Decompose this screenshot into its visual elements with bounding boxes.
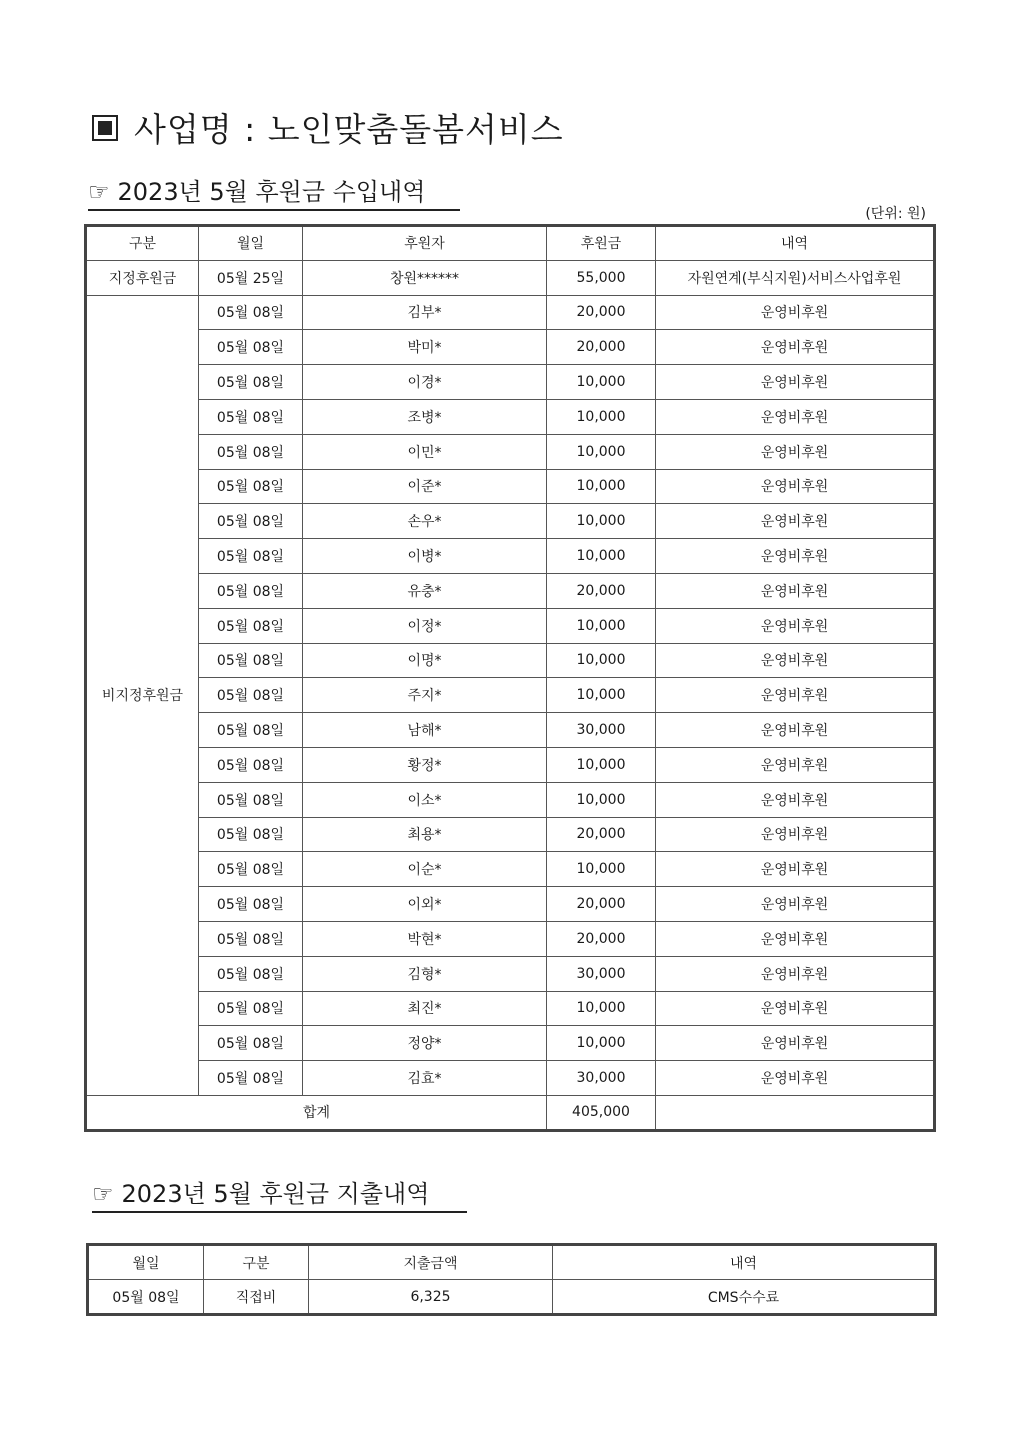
square-bullet-icon xyxy=(92,115,118,141)
total-label: 합계 xyxy=(86,1095,547,1130)
date-cell: 05월 08일 xyxy=(199,817,303,852)
date-cell: 05월 25일 xyxy=(199,260,303,295)
table-row xyxy=(86,956,935,991)
detail-cell: 운영비후원 xyxy=(656,608,935,643)
amount-cell: 20,000 xyxy=(547,887,656,922)
table-row xyxy=(86,504,935,539)
expense-table xyxy=(86,1243,937,1316)
detail-cell: 운영비후원 xyxy=(656,469,935,504)
donor-cell: 조병* xyxy=(303,399,547,434)
donor-cell: 남해* xyxy=(303,713,547,748)
col-header-category: 구분 xyxy=(204,1245,309,1280)
table-row xyxy=(86,330,935,365)
amount-cell: 10,000 xyxy=(547,608,656,643)
detail-cell: 운영비후원 xyxy=(656,399,935,434)
page-title-text: 사업명 : 노인맞춤돌봄서비스 xyxy=(134,110,564,149)
donor-cell: 황정* xyxy=(303,747,547,782)
detail-cell: 운영비후원 xyxy=(656,991,935,1026)
table-row xyxy=(86,747,935,782)
table-row xyxy=(86,852,935,887)
category-cell: 비지정후원금 xyxy=(86,295,199,1095)
date-cell: 05월 08일 xyxy=(199,365,303,400)
date-cell: 05월 08일 xyxy=(199,504,303,539)
date-cell: 05월 08일 xyxy=(199,678,303,713)
pointing-hand-icon: ☞ xyxy=(92,1180,114,1208)
donor-cell: 주지* xyxy=(303,678,547,713)
donor-cell: 최용* xyxy=(303,817,547,852)
amount-cell: 10,000 xyxy=(547,504,656,539)
detail-cell: 자원연계(부식지원)서비스사업후원 xyxy=(656,260,935,295)
detail-cell: 운영비후원 xyxy=(656,539,935,574)
amount-cell: 10,000 xyxy=(547,399,656,434)
table-row xyxy=(86,469,935,504)
amount-cell: 30,000 xyxy=(547,1061,656,1096)
income-header-row xyxy=(86,226,935,261)
page-title xyxy=(92,104,564,151)
table-row xyxy=(86,434,935,469)
date-cell: 05월 08일 xyxy=(199,991,303,1026)
amount-cell: 10,000 xyxy=(547,434,656,469)
income-heading xyxy=(88,172,460,211)
donor-cell: 유충* xyxy=(303,573,547,608)
detail-cell: 운영비후원 xyxy=(656,330,935,365)
amount-cell: 20,000 xyxy=(547,573,656,608)
detail-cell: 운영비후원 xyxy=(656,295,935,330)
date-cell: 05월 08일 xyxy=(199,1061,303,1096)
table-row xyxy=(86,643,935,678)
income-table xyxy=(84,224,936,1132)
expense-heading xyxy=(92,1174,467,1213)
donor-cell: 김형* xyxy=(303,956,547,991)
donor-cell: 정양* xyxy=(303,1026,547,1061)
date-cell: 05월 08일 xyxy=(199,643,303,678)
amount-cell: 10,000 xyxy=(547,782,656,817)
total-row xyxy=(86,1095,935,1130)
table-row xyxy=(86,260,935,295)
amount-cell: 10,000 xyxy=(547,747,656,782)
unit-label: (단위: 원) xyxy=(865,206,926,222)
table-row xyxy=(86,365,935,400)
date-cell: 05월 08일 xyxy=(199,295,303,330)
date-cell: 05월 08일 xyxy=(199,956,303,991)
category-cell: 지정후원금 xyxy=(86,260,199,295)
detail-cell: 운영비후원 xyxy=(656,887,935,922)
table-row xyxy=(86,399,935,434)
donor-cell: 이순* xyxy=(303,852,547,887)
donor-cell: 이소* xyxy=(303,782,547,817)
table-row xyxy=(86,782,935,817)
donor-cell: 김부* xyxy=(303,295,547,330)
col-header-amount: 지출금액 xyxy=(309,1245,553,1280)
table-row xyxy=(88,1280,936,1315)
amount-cell: 10,000 xyxy=(547,469,656,504)
date-cell: 05월 08일 xyxy=(199,1026,303,1061)
amount-cell: 20,000 xyxy=(547,817,656,852)
amount-cell: 10,000 xyxy=(547,852,656,887)
donor-cell: 김효* xyxy=(303,1061,547,1096)
date-cell: 05월 08일 xyxy=(199,469,303,504)
amount-cell: 55,000 xyxy=(547,260,656,295)
amount-cell: 20,000 xyxy=(547,921,656,956)
detail-cell: 운영비후원 xyxy=(656,434,935,469)
pointing-hand-icon: ☞ xyxy=(88,178,110,206)
total-amount: 405,000 xyxy=(547,1095,656,1130)
total-detail xyxy=(656,1095,935,1130)
amount-cell: 30,000 xyxy=(547,956,656,991)
detail-cell: 운영비후원 xyxy=(656,782,935,817)
income-heading-text: 2023년 5월 후원금 수입내역 xyxy=(117,178,426,206)
amount-cell: 10,000 xyxy=(547,991,656,1026)
detail-cell: 운영비후원 xyxy=(656,747,935,782)
table-row xyxy=(86,678,935,713)
detail-cell: 운영비후원 xyxy=(656,817,935,852)
table-row xyxy=(86,573,935,608)
donor-cell: 창원****** xyxy=(303,260,547,295)
col-header-detail: 내역 xyxy=(656,226,935,261)
detail-cell: 운영비후원 xyxy=(656,921,935,956)
donor-cell: 이명* xyxy=(303,643,547,678)
date-cell: 05월 08일 xyxy=(199,573,303,608)
detail-cell: 운영비후원 xyxy=(656,713,935,748)
detail-cell: 운영비후원 xyxy=(656,365,935,400)
col-header-amount: 후원금 xyxy=(547,226,656,261)
amount-cell: 20,000 xyxy=(547,295,656,330)
donor-cell: 이병* xyxy=(303,539,547,574)
col-header-date: 월일 xyxy=(88,1245,204,1280)
donor-cell: 박미* xyxy=(303,330,547,365)
amount-cell: 30,000 xyxy=(547,713,656,748)
amount-cell: 10,000 xyxy=(547,1026,656,1061)
table-row xyxy=(86,295,935,330)
donor-cell: 이정* xyxy=(303,608,547,643)
table-row xyxy=(86,991,935,1026)
date-cell: 05월 08일 xyxy=(199,852,303,887)
amount-cell: 10,000 xyxy=(547,678,656,713)
detail-cell: CMS수수료 xyxy=(553,1280,936,1315)
detail-cell: 운영비후원 xyxy=(656,1061,935,1096)
table-row xyxy=(86,887,935,922)
date-cell: 05월 08일 xyxy=(199,399,303,434)
donor-cell: 손우* xyxy=(303,504,547,539)
col-header-category: 구분 xyxy=(86,226,199,261)
detail-cell: 운영비후원 xyxy=(656,643,935,678)
expense-header-row xyxy=(88,1245,936,1280)
expense-heading-text: 2023년 5월 후원금 지출내역 xyxy=(121,1180,430,1208)
category-cell: 직접비 xyxy=(204,1280,309,1315)
table-row xyxy=(86,921,935,956)
donor-cell: 이민* xyxy=(303,434,547,469)
date-cell: 05월 08일 xyxy=(199,887,303,922)
date-cell: 05월 08일 xyxy=(199,747,303,782)
amount-cell: 10,000 xyxy=(547,365,656,400)
table-row xyxy=(86,817,935,852)
detail-cell: 운영비후원 xyxy=(656,956,935,991)
amount-cell: 10,000 xyxy=(547,643,656,678)
date-cell: 05월 08일 xyxy=(199,434,303,469)
table-row xyxy=(86,1061,935,1096)
date-cell: 05월 08일 xyxy=(88,1280,204,1315)
date-cell: 05월 08일 xyxy=(199,608,303,643)
table-row xyxy=(86,713,935,748)
col-header-donor: 후원자 xyxy=(303,226,547,261)
table-row xyxy=(86,1026,935,1061)
detail-cell: 운영비후원 xyxy=(656,852,935,887)
donor-cell: 이경* xyxy=(303,365,547,400)
amount-cell: 20,000 xyxy=(547,330,656,365)
detail-cell: 운영비후원 xyxy=(656,573,935,608)
donor-cell: 이외* xyxy=(303,887,547,922)
table-row xyxy=(86,539,935,574)
donor-cell: 최진* xyxy=(303,991,547,1026)
table-row xyxy=(86,608,935,643)
donor-cell: 박현* xyxy=(303,921,547,956)
date-cell: 05월 08일 xyxy=(199,713,303,748)
date-cell: 05월 08일 xyxy=(199,539,303,574)
date-cell: 05월 08일 xyxy=(199,782,303,817)
amount-cell: 6,325 xyxy=(309,1280,553,1315)
donor-cell: 이준* xyxy=(303,469,547,504)
detail-cell: 운영비후원 xyxy=(656,1026,935,1061)
col-header-detail: 내역 xyxy=(553,1245,936,1280)
amount-cell: 10,000 xyxy=(547,539,656,574)
col-header-date: 월일 xyxy=(199,226,303,261)
detail-cell: 운영비후원 xyxy=(656,504,935,539)
detail-cell: 운영비후원 xyxy=(656,678,935,713)
date-cell: 05월 08일 xyxy=(199,921,303,956)
date-cell: 05월 08일 xyxy=(199,330,303,365)
